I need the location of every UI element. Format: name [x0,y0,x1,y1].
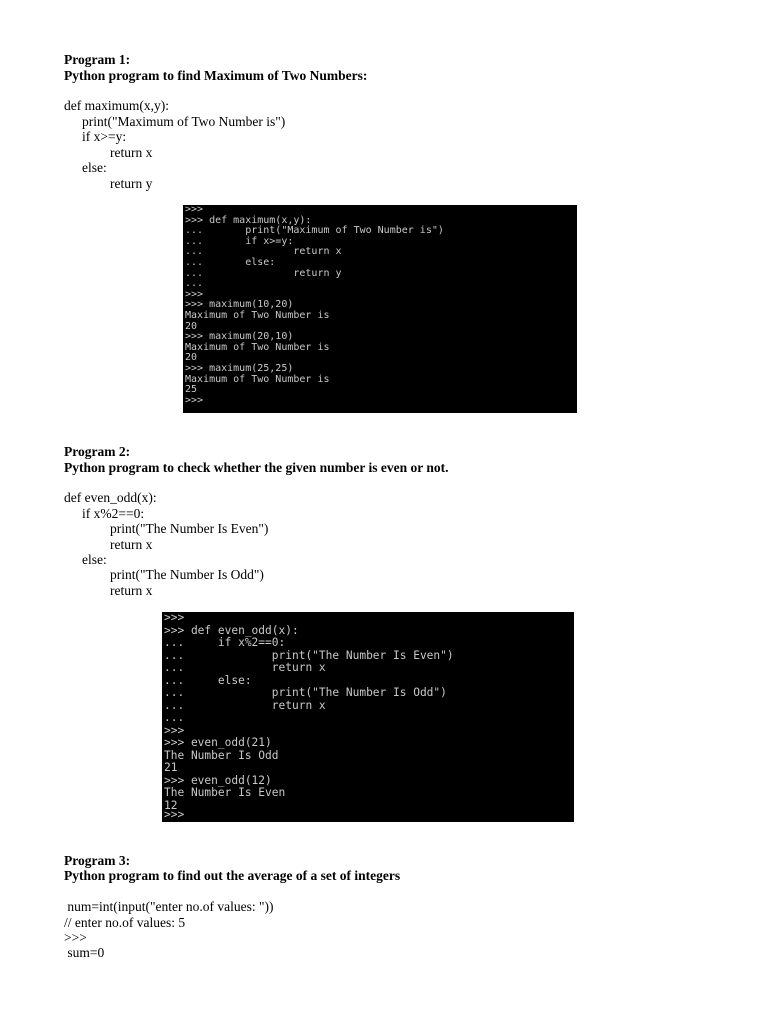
terminal-line: Maximum of Two Number is [185,341,330,353]
terminal-line: >>> even_odd(21) [164,736,272,749]
terminal-line: 20 [185,352,198,364]
terminal-line: >>> maximum(20,10) [185,331,294,343]
terminal-line: 21 [164,761,178,774]
terminal-line: ... return y [185,267,342,279]
code-line: else: [82,552,107,567]
terminal-line: ... [164,711,185,724]
terminal-line: ... print("Maximum of Two Number is") [185,225,444,237]
code-line: def maximum(x,y): [64,98,169,113]
terminal-line: ... return x [185,246,342,258]
terminal-line: 25 [185,384,198,396]
code-line: return x [110,583,153,598]
terminal-line: >>> [164,808,185,821]
terminal-line: ... else: [164,673,252,687]
code-line: def even_odd(x): [64,490,157,505]
code-line: return y [110,176,153,191]
terminal-line: ... return x [164,698,326,712]
terminal-line: ... else: [185,257,276,268]
terminal-line: ... print("The Number Is Odd") [164,686,447,699]
terminal-line: Maximum of Two Number is [185,373,330,385]
code-line: // enter no.of values: 5 [64,915,186,930]
program-3-title: Python program to find out the average of a set of integers [64,868,401,883]
terminal-line: ... if x%2==0: [164,636,286,649]
code-line: num=int(input("enter no.of values: ")) [64,899,274,914]
code-line: sum=0 [64,945,105,960]
terminal-line: ... [185,278,204,290]
program-2-label: Program 2: [64,444,131,459]
code-line: print("Maximum of Two Number is") [82,114,286,129]
program-1-label: Program 1: [64,52,131,67]
terminal-line: ... if x>=y: [185,235,294,247]
program-2-title: Python program to check whether the given number is even or not. [64,460,449,475]
terminal-line: >>> maximum(25,25) [185,363,294,374]
terminal-line: Maximum of Two Number is [185,310,330,321]
terminal-line: The Number Is Even [164,786,286,799]
terminal-line: >>> [164,612,185,624]
terminal-line: >>> even_odd(12) [164,773,272,787]
program-3-label: Program 3: [64,853,131,868]
code-line: return x [110,537,153,552]
code-line: if x%2==0: [82,506,145,521]
terminal-line: >>> def maximum(x,y): [185,214,312,226]
code-line: if x>=y: [82,129,127,144]
terminal-line: >>> def even_odd(x): [164,623,299,637]
terminal-line: ... return x [164,661,326,674]
terminal-line: 12 [164,798,178,812]
terminal-line: 20 [185,320,198,332]
terminal-line: >>> maximum(10,20) [185,299,294,311]
code-line: return x [110,145,153,160]
terminal-line: The Number Is Odd [164,748,279,762]
terminal-line: >>> [185,205,204,215]
program-2-terminal-screenshot [162,612,574,822]
code-line: print("The Number Is Even") [110,521,269,536]
code-line: else: [82,160,107,175]
terminal-line: >>> [185,394,204,406]
program-1-title: Python program to find Maximum of Two Numbers: [64,68,368,83]
code-line: print("The Number Is Odd") [110,567,264,582]
terminal-line: ... print("The Number Is Even") [164,648,454,662]
terminal-line: >>> [164,723,185,737]
terminal-line: >>> [185,288,204,300]
code-line: >>> [64,930,87,945]
program-1-terminal-screenshot [183,205,577,413]
